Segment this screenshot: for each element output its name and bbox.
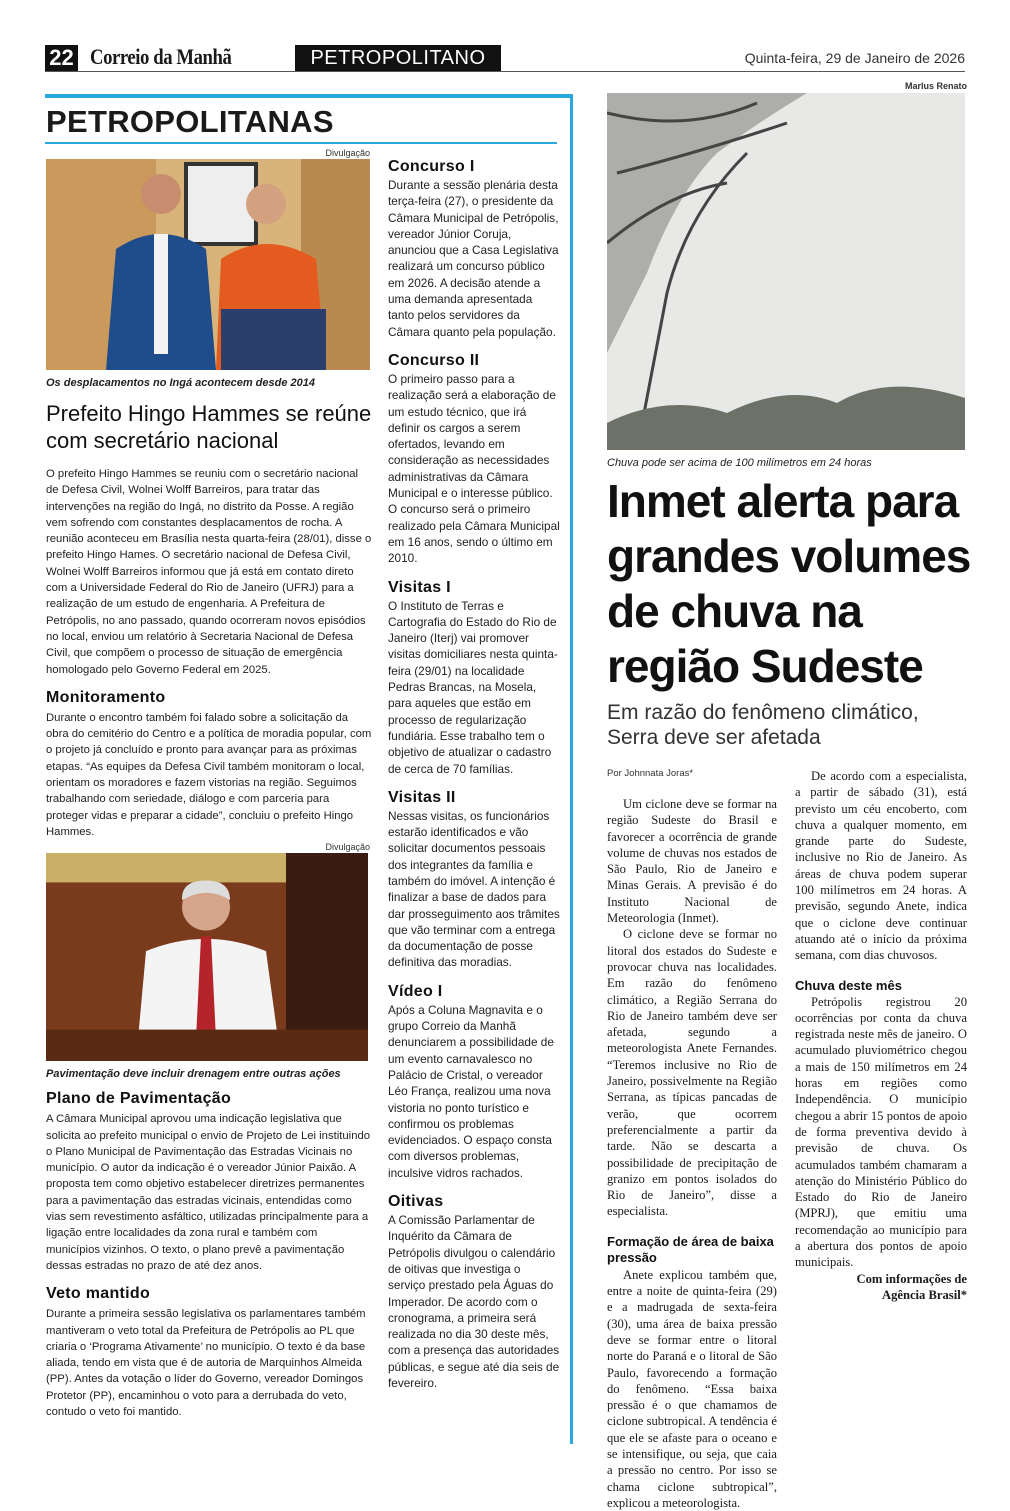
article-subtitle: Chuva deste mês (795, 977, 902, 993)
photo-mayor-meeting (46, 159, 370, 370)
note-body: A Comissão Parlamentar de Inquérito da Câmara de Petrópolis divulgou o calendário de oitivas que investiga o serviço prestado pela Águas do Imperador. De acordo com o cronograma, a primeira será realizada no dia 30 deste mês, com a presença das autoridades públicas, e segue até dia seis de fevereiro. (388, 1213, 560, 1390)
note-title: Oitivas (388, 1193, 444, 1211)
note-title: Vídeo I (388, 982, 443, 1000)
article-headline: Inmet alerta para grandes volumes de chuva na região Sudeste (607, 475, 971, 692)
article-col-2-text (795, 768, 967, 964)
note-title: Concurso I (388, 158, 475, 175)
article-col-1-text (607, 796, 777, 1220)
edition-date: Quinta-feira, 29 de Janeiro de 2026 (744, 50, 965, 66)
note-body: Nessas visitas, os funcionários estarão identificados e vão solicitar documentos pessoais dos integrantes da família e também do imóvel. A intenção é finalizar a base de dados para dar prosseguimento aos trâmites que vão terminar com a entrega da documentação de posse definitiva das moradias. (388, 808, 560, 970)
note-title: Visitas II (388, 788, 456, 806)
column-title: PETROPOLITANAS (46, 104, 334, 139)
article-subtitle: Formação de área de baixa pressão (607, 1233, 774, 1265)
section-label: PETROPOLITANO (295, 45, 501, 71)
photo-caption: Pavimentação deve incluir drenagem entre outras ações (46, 1068, 341, 1081)
page-number: 22 (45, 45, 78, 71)
note-title: Visitas I (388, 578, 451, 596)
article-paragraph: O ciclone deve se formar no litoral dos estados do Sudeste e provocar chuva nas localidades. Em razão do fenômeno climático, a Região Serrana do Rio de Janeiro também deve ser afetada, segundo a meteorologista Anete Fernandes. “Teremos inclusive no Rio de Janeiro, possivelmente na Região Serrana, as típicas pancadas de verão, que ocorrem preferencialmente a partir da tarde. Não se descarta a possibilidade de precipitação de granizo em pontos isolados do Rio de Janeiro”, disse a especialista. (607, 927, 777, 1219)
note-body: O primeiro passo para a realização será a elaboração de um estudo técnico, que irá definir os cargos a serem ofertados, levando em consideração as necessidades administrativas da Câmara Municipal e o interesse público. O concurso será o primeiro realizado pela Câmara Municipal em 16 anos, sendo o último em 2010. (388, 371, 560, 566)
subheading-monitoramento: Monitoramento (46, 688, 166, 706)
byline: Por Johnnata Joras* (607, 768, 694, 779)
note-body: Durante a sessão plenária desta terça-feira (27), o presidente da Câmara Municipal de Petrópolis, vereador Júnior Coruja, anunciou que a Casa Legislativa realizará um concurso público em 2026. A decisão atende a uma demanda apresentada tanto pelos servidores da Câmara quanto pela população. (388, 178, 559, 339)
article-paragraph: Petrópolis registrou 20 ocorrências por conta da chuva registrada neste mês de janeiro. O acumulado pluviométrico chegou a mais de 150 milímetros em 24 horas em regiões como Independência. O município chegou a abrir 15 pontos de apoio de forma preventiva devido à previsão de chuva. Os acumulados também chamaram a atenção do Ministério Público do Estado do Rio de Janeiro (MPRJ), que emitiu uma recomendação ao município para a abertura dos pontos de apoio municipais. (795, 994, 967, 1270)
article-paragraph: Um ciclone deve se formar na região Sudeste do Brasil e favorecer a ocorrência de grande volume de chuvas nos estados de São Paulo, Rio de Janeiro e Minas Gerais. A previsão é do Instituto Nacional de Meteorologia (Inmet). (607, 797, 777, 926)
photo-caption: Chuva pode ser acima de 100 milímetros em 24 horas (607, 457, 872, 469)
veto-body: Durante a primeira sessão legislativa os parlamentares também mantiveram o veto total da Prefeitura de Petrópolis ao PL que criaria o ‘Programa Ativamente’ no município. O texto é da base aliada, tendo em vista que é de autoria de Marquinhos Almeida (PP). Antes da votação o líder do Governo, vereador Domingos Protetor (PP), encaminhou o voto para a derrubada do veto, contudo o veto foi mantido. (46, 1308, 366, 1418)
article-col-2-cont (795, 994, 967, 1271)
note-body: O Instituto de Terras e Cartografia do Estado do Rio de Janeiro (Iterj) vai promover visitas domiciliares nesta quinta-feira (29/01) na localidade Pedras Brancas, na Mosela, para aqueles que estão em processo de regularização fundiária. Esse trabalho tem o objetivo de atualizar o cadastro de cerca de 70 famílias. (388, 598, 558, 776)
photo-credit: Marlus Renato (904, 81, 967, 91)
article (607, 81, 971, 1511)
note-title: Concurso II (388, 351, 480, 369)
newspaper-logo: Correio da Manhã (90, 44, 232, 69)
photo-councillor-podium (46, 853, 368, 1061)
photo-credit: Divulgação (325, 148, 370, 158)
column-title-rule (45, 142, 557, 144)
monitoramento-body: Durante o encontro também foi falado sobre a solicitação da obra do cemitério do Centro e a política de moradia popular, com o projeto já concluído e pronto para avançar para as próximas etapas. “As equipes da Defesa Civil também monitoram o local, orientam os moradores e fazem vistorias na região. Seguimos trabalhando com seriedade, diálogo e com parceria para proteger vidas e preparar a cidade”, concluiu o prefeito Hingo Hammes. (46, 711, 372, 838)
article-paragraph: Anete explicou também que, entre a noite de quinta-feira (29) e a madrugada de sexta-feira (30), uma área de baixa pressão deve se formar entre o litoral norte do Paraná e o litoral de São Paulo, favorecendo a formação do fenômeno. “Essa baixa pressão é o que chamamos de ciclone subtropical. A tendência é que ele se afaste para o oceano e se intensifique, ou seja, que caia a pressão no centro. Por isso se chama ciclone subtropical”, explicou a meteorologista. (607, 1267, 777, 1510)
notes-column (388, 157, 560, 1391)
source-note: Com informações de Agência Brasil* (856, 1271, 967, 1302)
article-paragraph: De acordo com a especialista, a partir de sábado (31), está previsto um céu encoberto, com chuva a qualquer momento, em grande parte do Sudeste, inclusive no Rio de Janeiro. As áreas de chuva podem superar 100 milímetros em 24 horas. A previsão, segundo Anete, indica que o ciclone deve continuar atuando até o início da próxima semana, com dias chuvosos. (795, 769, 967, 963)
photo-credit: Divulgação (325, 842, 370, 853)
article-col-1-cont (607, 1267, 777, 1511)
story-body: O prefeito Hingo Hammes se reuniu com o secretário nacional de Defesa Civil, Wolnei Wolff Barreiros, para tratar das intervenções na região do Ingá, no distrito da Posse. A região vem sofrendo com constantes desplacamentos de rocha. A reunião aconteceu em Brasília nesta quarta-feira (28/01), disse o prefeito Hingo Hames. O secretário nacional de Defesa Civil, Wolnei Wolff Barreiros informou que já está em contato direto com a Universidade Federal do Rio de Janeiro (UFRJ) para a realização de um estudo de engenharia. A Prefeitura de Petrópolis, no ano passado, quando ocorreram novos episódios no local, enviou um relatório à Secretaria Nacional de Defesa Civil, que compõem o processo de situação de emergência homologado pelo Governo Federal em 2025. (46, 468, 372, 676)
left-column (46, 148, 372, 1420)
photo-caption: Os desplacamentos no Ingá acontecem desde 2014 (46, 377, 315, 389)
plano-body: A Câmara Municipal aprovou uma indicação legislativa que solicita ao prefeito municipal o envio de Projeto de Lei instituindo o Plano Municipal de Pavimentação das Estradas Vicinais no município. O autor da indicação é o vereador Júnior Paixão. A proposta tem como objetivo estabelecer diretrizes permanentes para a pavimentação das estradas vicinais, entendidas como vias sem revestimento asfáltico, utilizadas principalmente para a ligação entre localidades da zona rural e também com municípios vizinhos. O texto, o plano prevê a pavimentação dessas estradas no prazo de até dez anos. (46, 1113, 371, 1272)
story-headline: Prefeito Hingo Hammes se reúne com secretário nacional (46, 401, 372, 453)
subheading-veto: Veto mantido (46, 1285, 151, 1303)
article-body (607, 768, 967, 1511)
article-col-1 (607, 768, 777, 1511)
photo-foggy-trees (607, 93, 965, 450)
article-col-2 (795, 768, 967, 1511)
article-subhead: Em razão do fenômeno climático, Serra deve ser afetada (607, 701, 919, 749)
note-body: Após a Coluna Magnavita e o grupo Correio da Manhã denunciarem a possibilidade de um evento carnavalesco no Palácio de Cristal, o vereador Léo França, realizou uma nova vistoria no ponto turístico e confirmou os problemas evidenciados. O espaço consta com diversos problemas, inculsive vidros rachados. (388, 1002, 554, 1180)
subheading-plano: Plano de Pavimentação (46, 1090, 232, 1108)
header-rule (45, 71, 965, 72)
